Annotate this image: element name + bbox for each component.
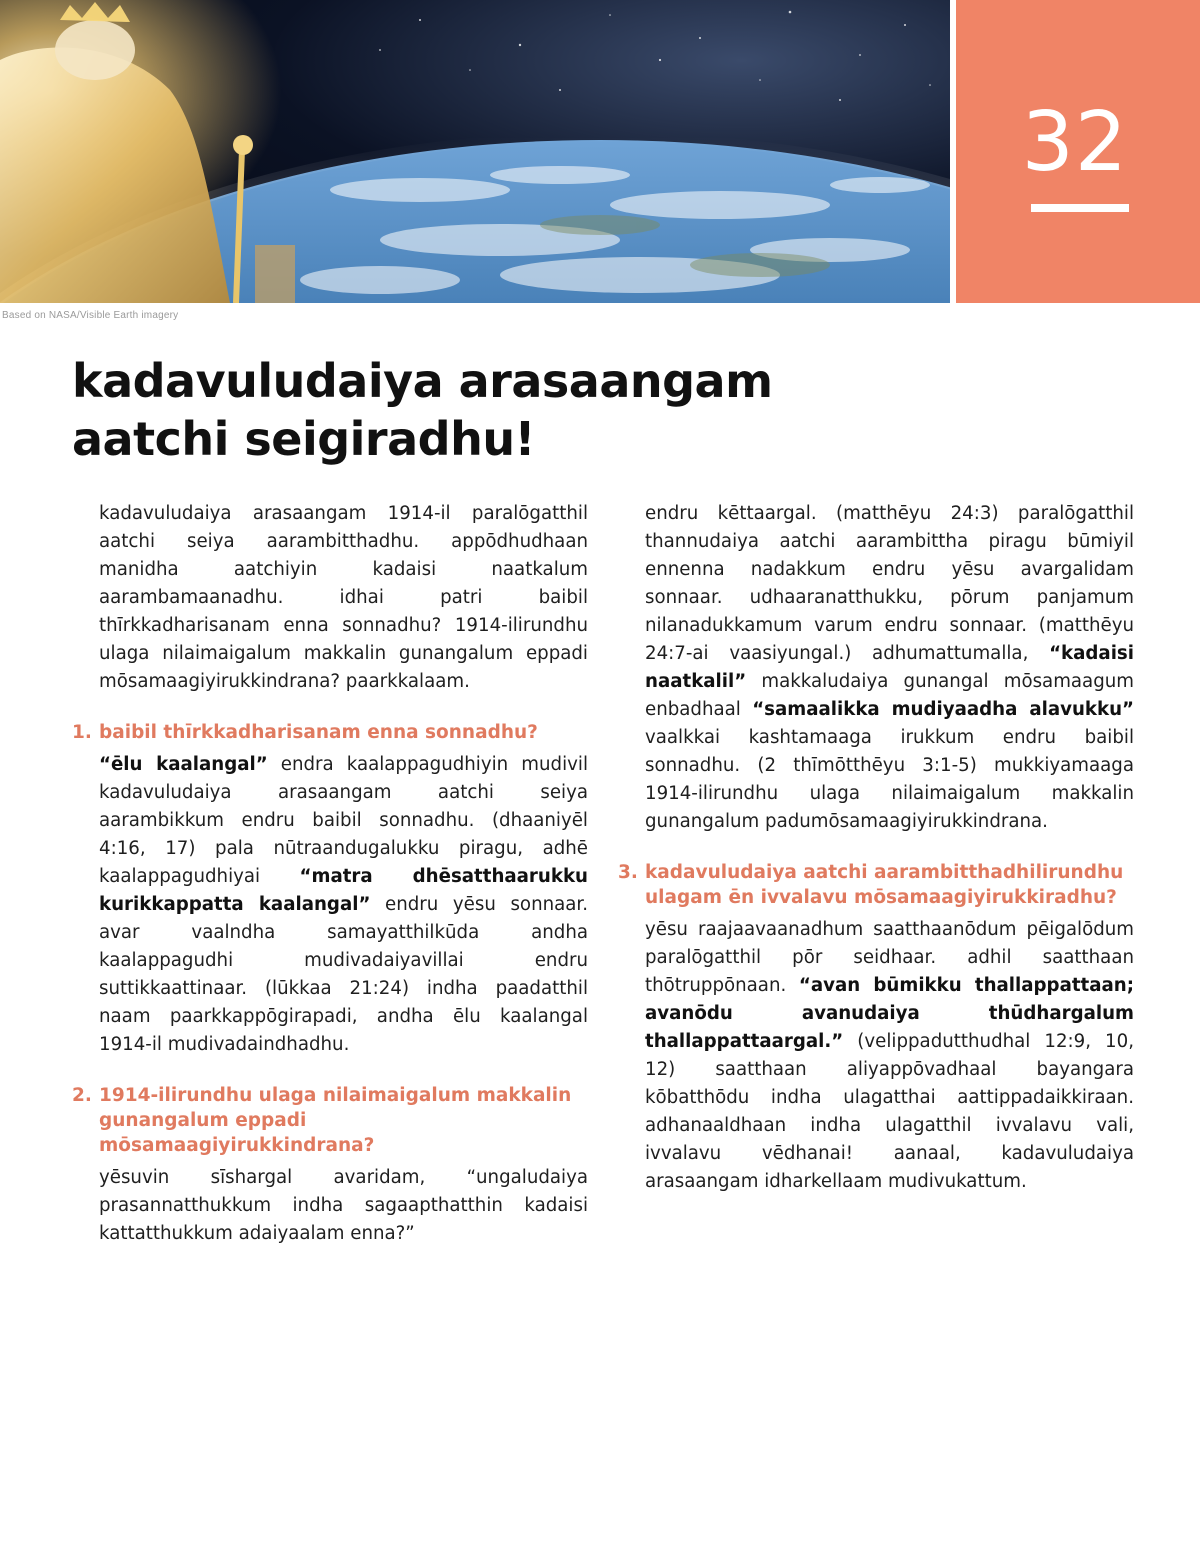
body-text: vaalkkai kashtamaaga irukkum endru baibil sonnadhu. (2 thīmōtthēyu 3:1-5) mukkiyamaaga 1914-ilirundhu ulaga nilaimaigalum makkalin gunangalum padumōsamaagiyirukkindrana.	[645, 727, 1134, 832]
section-3-heading	[618, 860, 1134, 910]
title-line-2: aatchi seigiradhu!	[72, 412, 536, 466]
section-2-heading	[72, 1083, 588, 1158]
section-number: 3.	[618, 862, 638, 883]
body-text: endra kaalappagudhiyin mudivil kadavuludaiya arasaangam aatchi seiya aarambikkum endru baibil sonnadhu. (dhaaniyēl 4:16, 17) pala nūtraandugalukku piragu, adhē kaalappagudhiyai	[99, 754, 588, 887]
page-title	[72, 352, 832, 468]
body-text: endru kēttaargal. (matthēyu 24:3) paralōgatthil thannudaiya aatchi aarambittha piragu būmiyil ennenna nadakkum endru yēsu avargalidam sonnaar. udhaaranatthukku, pōrum panjamum nilanadukkamum varum endru sonnaar. (matthēyu 24:7-ai vaasiyungal.) adhumattumalla,	[645, 503, 1134, 664]
section-1-body	[72, 751, 588, 1059]
space-earth-illustration	[0, 0, 950, 303]
section-2-body-start: yēsuvin sīshargal avaridam, “ungaludaiya prasannatthukkum indha sagaapthatthin kadaisi kattatthukkum adaiyaalam enna?”	[99, 1167, 588, 1244]
section-3-body	[618, 916, 1134, 1196]
hero-image	[0, 0, 950, 303]
emphasis: “kadaisi naatkalil”	[645, 643, 1134, 692]
section-number: 1.	[72, 722, 92, 743]
chapter-underline	[1031, 204, 1129, 212]
body-text: yēsu raajaavaanadhum saatthaanōdum pēigalōdum paralōgatthil pōr seidhaar. adhil saatthaan thōtruppōnaan.	[645, 919, 1134, 996]
section-2-body-continued	[618, 500, 1134, 836]
section-number: 2.	[72, 1085, 92, 1106]
body-text: (velippadutthudhal 12:9, 10, 12) saatthaan aliyappōvadhaal bayangara kōbatthōdu indha ulagatthai aattippadaikkiraan. adhanaaldhaan indha ulagatthil ivvalavu vali, ivvalavu vēdhanai! aanaal, kadavuludaiya arasaangam idharkellaam mudivukattum.	[645, 1031, 1134, 1192]
right-column	[618, 500, 1134, 1196]
section-question: kadavuludaiya aatchi aarambitthadhilirundhu ulagam ēn ivvalavu mōsamaagiyirukkiradhu?	[645, 862, 1124, 908]
chapter-number-box	[956, 0, 1200, 303]
intro-paragraph: kadavuludaiya arasaangam 1914-il paralōgatthil aatchi seiya aarambitthadhu. appōdhudhaan manidha aatchiyin kadaisi naatkalum aarambamaanadhu. idhai patri baibil thīrkkadharisanam enna sonnadhu? 1914-ilirundhu ulaga nilaimaigalum makkalin gunangalum eppadi mōsamaagiyirukkindrana? paarkkalaam.	[99, 503, 588, 692]
body-text: makkaludaiya gunangal mōsamaagum enbadhaal	[645, 671, 1134, 720]
body-text: endru yēsu sonnaar. avar vaalndha samayatthilkūda andha kaalappagudhi mudivadaiyavillai endru suttikkaattinaar. (lūkkaa 21:24) indha paadatthil naam paarkkappōgirapadi, andha ēlu kaalangal 1914-il mudivadaindhadhu.	[99, 894, 588, 1055]
chapter-number: 32	[1021, 95, 1128, 190]
section-question: 1914-ilirundhu ulaga nilaimaigalum makkalin gunangalum eppadi mōsamaagiyirukkindrana?	[99, 1085, 572, 1156]
section-question: baibil thīrkkadharisanam enna sonnadhu?	[99, 722, 538, 743]
section-1-heading	[72, 720, 588, 745]
title-line-1: kadavuludaiya arasaangam	[72, 354, 773, 408]
emphasis: “ēlu kaalangal”	[99, 754, 268, 775]
emphasis: “samaalikka mudiyaadha alavukku”	[752, 699, 1134, 720]
emphasis: “matra dhēsatthaarukku kurikkappatta kaalangal”	[99, 866, 588, 915]
image-credit: Based on NASA/Visible Earth imagery	[2, 310, 179, 321]
left-column	[72, 500, 588, 1248]
emphasis: “avan būmikku thallappattaan; avanōdu avanudaiya thūdhargalum thallappattaargal.”	[645, 975, 1134, 1052]
